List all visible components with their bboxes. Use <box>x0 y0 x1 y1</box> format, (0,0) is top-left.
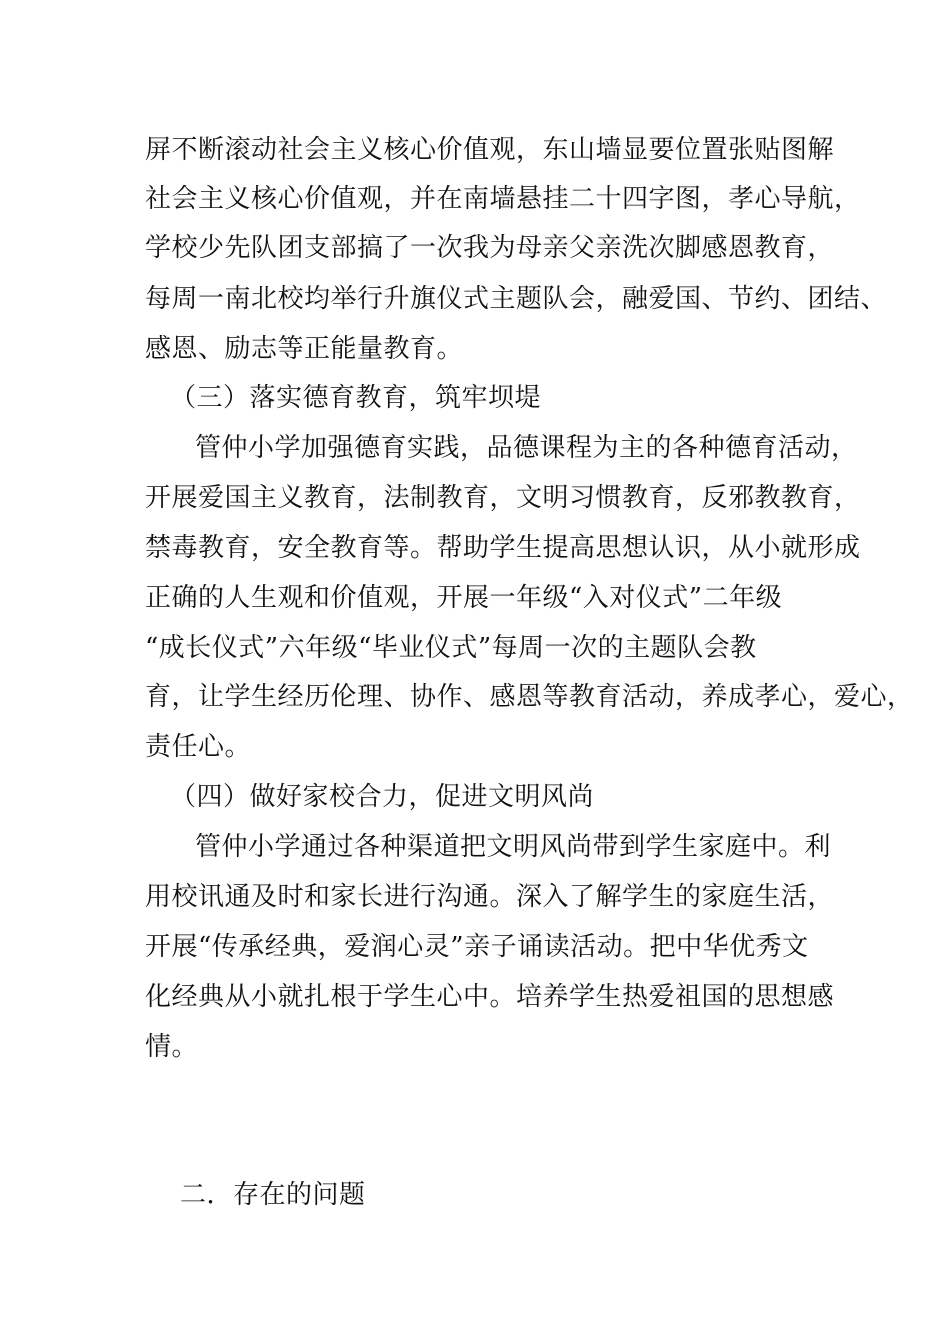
paragraph-line: 用校讯通及时和家长进行沟通。深入了解学生的家庭生活， <box>145 882 835 912</box>
section-heading-2: 二．存在的问题 <box>180 1180 366 1210</box>
paragraph-line: 社会主义核心价值观，并在南墙悬挂二十四字图，孝心导航， <box>145 184 861 214</box>
paragraph-line: 化经典从小就扎根于学生心中。培养学生热爱祖国的思想感 <box>145 982 835 1012</box>
paragraph-line: 管仲小学通过各种渠道把文明风尚带到学生家庭中。利 <box>195 832 832 862</box>
subsection-heading-4: （四）做好家校合力，促进文明风尚 <box>170 782 595 812</box>
paragraph-line: 情。 <box>145 1032 199 1062</box>
paragraph-line: 学校少先队团支部搞了一次我为母亲父亲洗次脚感恩教育， <box>145 233 835 263</box>
paragraph-line: 感恩、励志等正能量教育。 <box>145 334 464 364</box>
paragraph-line: 育，让学生经历伦理、协作、感恩等教育活动，养成孝心，爱心， <box>145 682 914 712</box>
paragraph-line: 开展爱国主义教育，法制教育，文明习惯教育，反邪教教育， <box>145 483 861 513</box>
paragraph-line: 管仲小学加强德育实践，品德课程为主的各种德育活动， <box>195 433 858 463</box>
paragraph-line: 屏不断滚动社会主义核心价值观，东山墙显要位置张贴图解 <box>145 135 835 165</box>
paragraph-line: 开展“传承经典，爱润心灵”亲子诵读活动。把中华优秀文 <box>145 932 809 962</box>
paragraph-line: 责任心。 <box>145 732 252 762</box>
paragraph-line: “成长仪式”六年级“毕业仪式”每周一次的主题队会教 <box>145 633 757 663</box>
paragraph-line: 每周一南北校均举行升旗仪式主题队会，融爱国、节约、团结、 <box>145 284 888 314</box>
paragraph-line: 正确的人生观和价值观，开展一年级“入对仪式”二年级 <box>145 583 783 613</box>
subsection-heading-3: （三）落实德育教育，筑牢坝堤 <box>170 383 542 413</box>
paragraph-line: 禁毒教育，安全教育等。帮助学生提高思想认识，从小就形成 <box>145 533 861 563</box>
